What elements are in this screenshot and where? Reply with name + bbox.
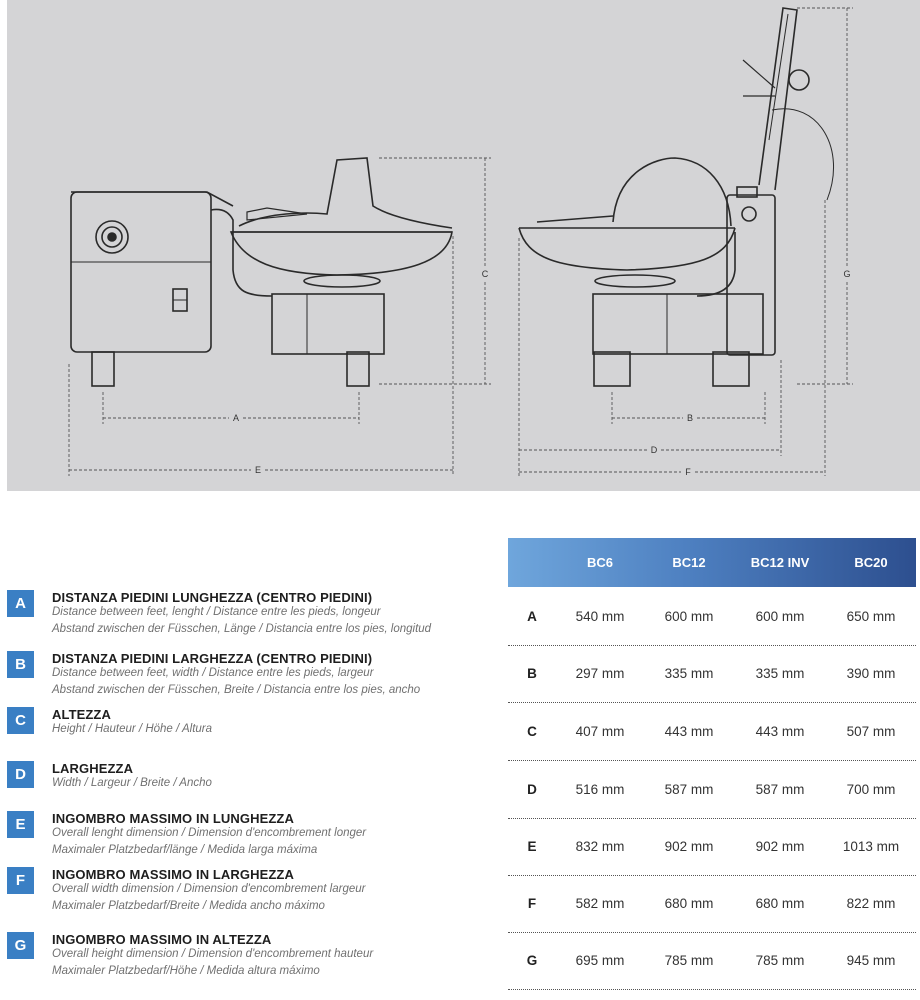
table-row bbox=[508, 645, 916, 703]
dim-label-f: F bbox=[685, 467, 691, 477]
value-cell: 785 mm bbox=[664, 953, 714, 968]
value-cell: 600 mm bbox=[755, 609, 805, 624]
technical-drawing bbox=[7, 0, 920, 491]
legend-badge: E bbox=[7, 811, 34, 838]
row-key-cell: C bbox=[527, 724, 537, 739]
value-cell: 335 mm bbox=[664, 666, 714, 681]
value-cell: 297 mm bbox=[575, 666, 625, 681]
value-cell: 695 mm bbox=[575, 953, 625, 968]
legend-title: DISTANZA PIEDINI LUNGHEZZA (CENTRO PIEDINI) bbox=[52, 590, 373, 605]
legend-title: INGOMBRO MASSIMO IN ALTEZZA bbox=[52, 932, 272, 947]
legend-subtitle: Abstand zwischen der Füsschen, Länge / Distancia entre los pies, longitud bbox=[52, 623, 432, 635]
dim-label-b: B bbox=[686, 413, 694, 423]
legend-subtitle: Overall lenght dimension / Dimension d'encombrement longer bbox=[52, 827, 367, 839]
table-row bbox=[508, 588, 916, 646]
value-cell: 680 mm bbox=[664, 896, 714, 911]
legend-subtitle: Maximaler Platzbedarf/Breite / Medida ancho máximo bbox=[52, 900, 325, 912]
table-header bbox=[508, 538, 916, 587]
legend-subtitle: Maximaler Platzbedarf/Höhe / Medida altura máximo bbox=[52, 965, 320, 977]
dim-label-d: D bbox=[650, 445, 658, 455]
legend-badge: D bbox=[7, 761, 34, 788]
legend-title: LARGHEZZA bbox=[52, 761, 134, 776]
machine-drawings-svg bbox=[7, 0, 920, 491]
value-cell: 832 mm bbox=[575, 839, 625, 854]
legend-title: DISTANZA PIEDINI LARGHEZZA (CENTRO PIEDINI) bbox=[52, 651, 373, 666]
table-row bbox=[508, 818, 916, 876]
legend-subtitle: Abstand zwischen der Füsschen, Breite / Distancia entre los pies, ancho bbox=[52, 684, 421, 696]
legend-title: INGOMBRO MASSIMO IN LARGHEZZA bbox=[52, 867, 294, 882]
value-cell: 507 mm bbox=[846, 724, 896, 739]
value-cell: 600 mm bbox=[664, 609, 714, 624]
legend-subtitle: Maximaler Platzbedarf/länge / Medida larga máxima bbox=[52, 844, 318, 856]
legend-badge: F bbox=[7, 867, 34, 894]
value-cell: 390 mm bbox=[846, 666, 896, 681]
value-cell: 822 mm bbox=[846, 896, 896, 911]
table-row bbox=[508, 875, 916, 933]
value-cell: 945 mm bbox=[846, 953, 896, 968]
column-header-bc12-inv: BC12 INV bbox=[750, 555, 810, 570]
row-key-cell: F bbox=[527, 896, 537, 911]
row-key-cell: A bbox=[527, 609, 537, 624]
value-cell: 650 mm bbox=[846, 609, 896, 624]
value-cell: 785 mm bbox=[755, 953, 805, 968]
value-cell: 1013 mm bbox=[842, 839, 900, 854]
column-header bbox=[508, 538, 556, 587]
legend-subtitle: Overall height dimension / Dimension d'encombrement hauteur bbox=[52, 948, 374, 960]
value-cell: 540 mm bbox=[575, 609, 625, 624]
value-cell: 680 mm bbox=[755, 896, 805, 911]
legend-subtitle: Width / Largeur / Breite / Ancho bbox=[52, 777, 212, 789]
value-cell: 407 mm bbox=[575, 724, 625, 739]
row-key-cell: B bbox=[527, 666, 537, 681]
table-row bbox=[508, 932, 916, 990]
value-cell: 902 mm bbox=[755, 839, 805, 854]
table-row bbox=[508, 703, 916, 761]
value-cell: 582 mm bbox=[575, 896, 625, 911]
value-cell: 700 mm bbox=[846, 782, 896, 797]
value-cell: 587 mm bbox=[664, 782, 714, 797]
legend-title: INGOMBRO MASSIMO IN LUNGHEZZA bbox=[52, 811, 294, 826]
column-header-bc20: BC20 bbox=[854, 555, 888, 570]
value-cell: 335 mm bbox=[755, 666, 805, 681]
legend-badge: C bbox=[7, 707, 34, 734]
legend-title: ALTEZZA bbox=[52, 707, 111, 722]
column-header-bc12: BC12 bbox=[672, 555, 706, 570]
legend-subtitle: Height / Hauteur / Höhe / Altura bbox=[52, 723, 213, 735]
value-cell: 587 mm bbox=[755, 782, 805, 797]
table-row bbox=[508, 761, 916, 819]
value-cell: 443 mm bbox=[664, 724, 714, 739]
value-cell: 443 mm bbox=[755, 724, 805, 739]
legend-badge: A bbox=[7, 590, 34, 617]
dim-label-g: G bbox=[843, 269, 851, 279]
legend-badge: G bbox=[7, 932, 34, 959]
side-view-drawing bbox=[71, 158, 452, 386]
dim-label-e: E bbox=[254, 465, 262, 475]
column-header-bc6: BC6 bbox=[586, 555, 613, 570]
front-view-drawing bbox=[519, 8, 834, 386]
dim-label-c: C bbox=[481, 269, 489, 279]
value-cell: 516 mm bbox=[575, 782, 625, 797]
dim-label-a: A bbox=[232, 413, 240, 423]
legend-subtitle: Overall width dimension / Dimension d'encombrement largeur bbox=[52, 883, 366, 895]
row-key-cell: E bbox=[527, 839, 537, 854]
value-cell: 902 mm bbox=[664, 839, 714, 854]
row-key-cell: G bbox=[526, 953, 538, 968]
legend-badge: B bbox=[7, 651, 34, 678]
legend-subtitle: Distance between feet, width / Distance entre les pieds, largeur bbox=[52, 667, 374, 679]
legend-subtitle: Distance between feet, lenght / Distance entre les pieds, longeur bbox=[52, 606, 381, 618]
row-key-cell: D bbox=[527, 782, 537, 797]
